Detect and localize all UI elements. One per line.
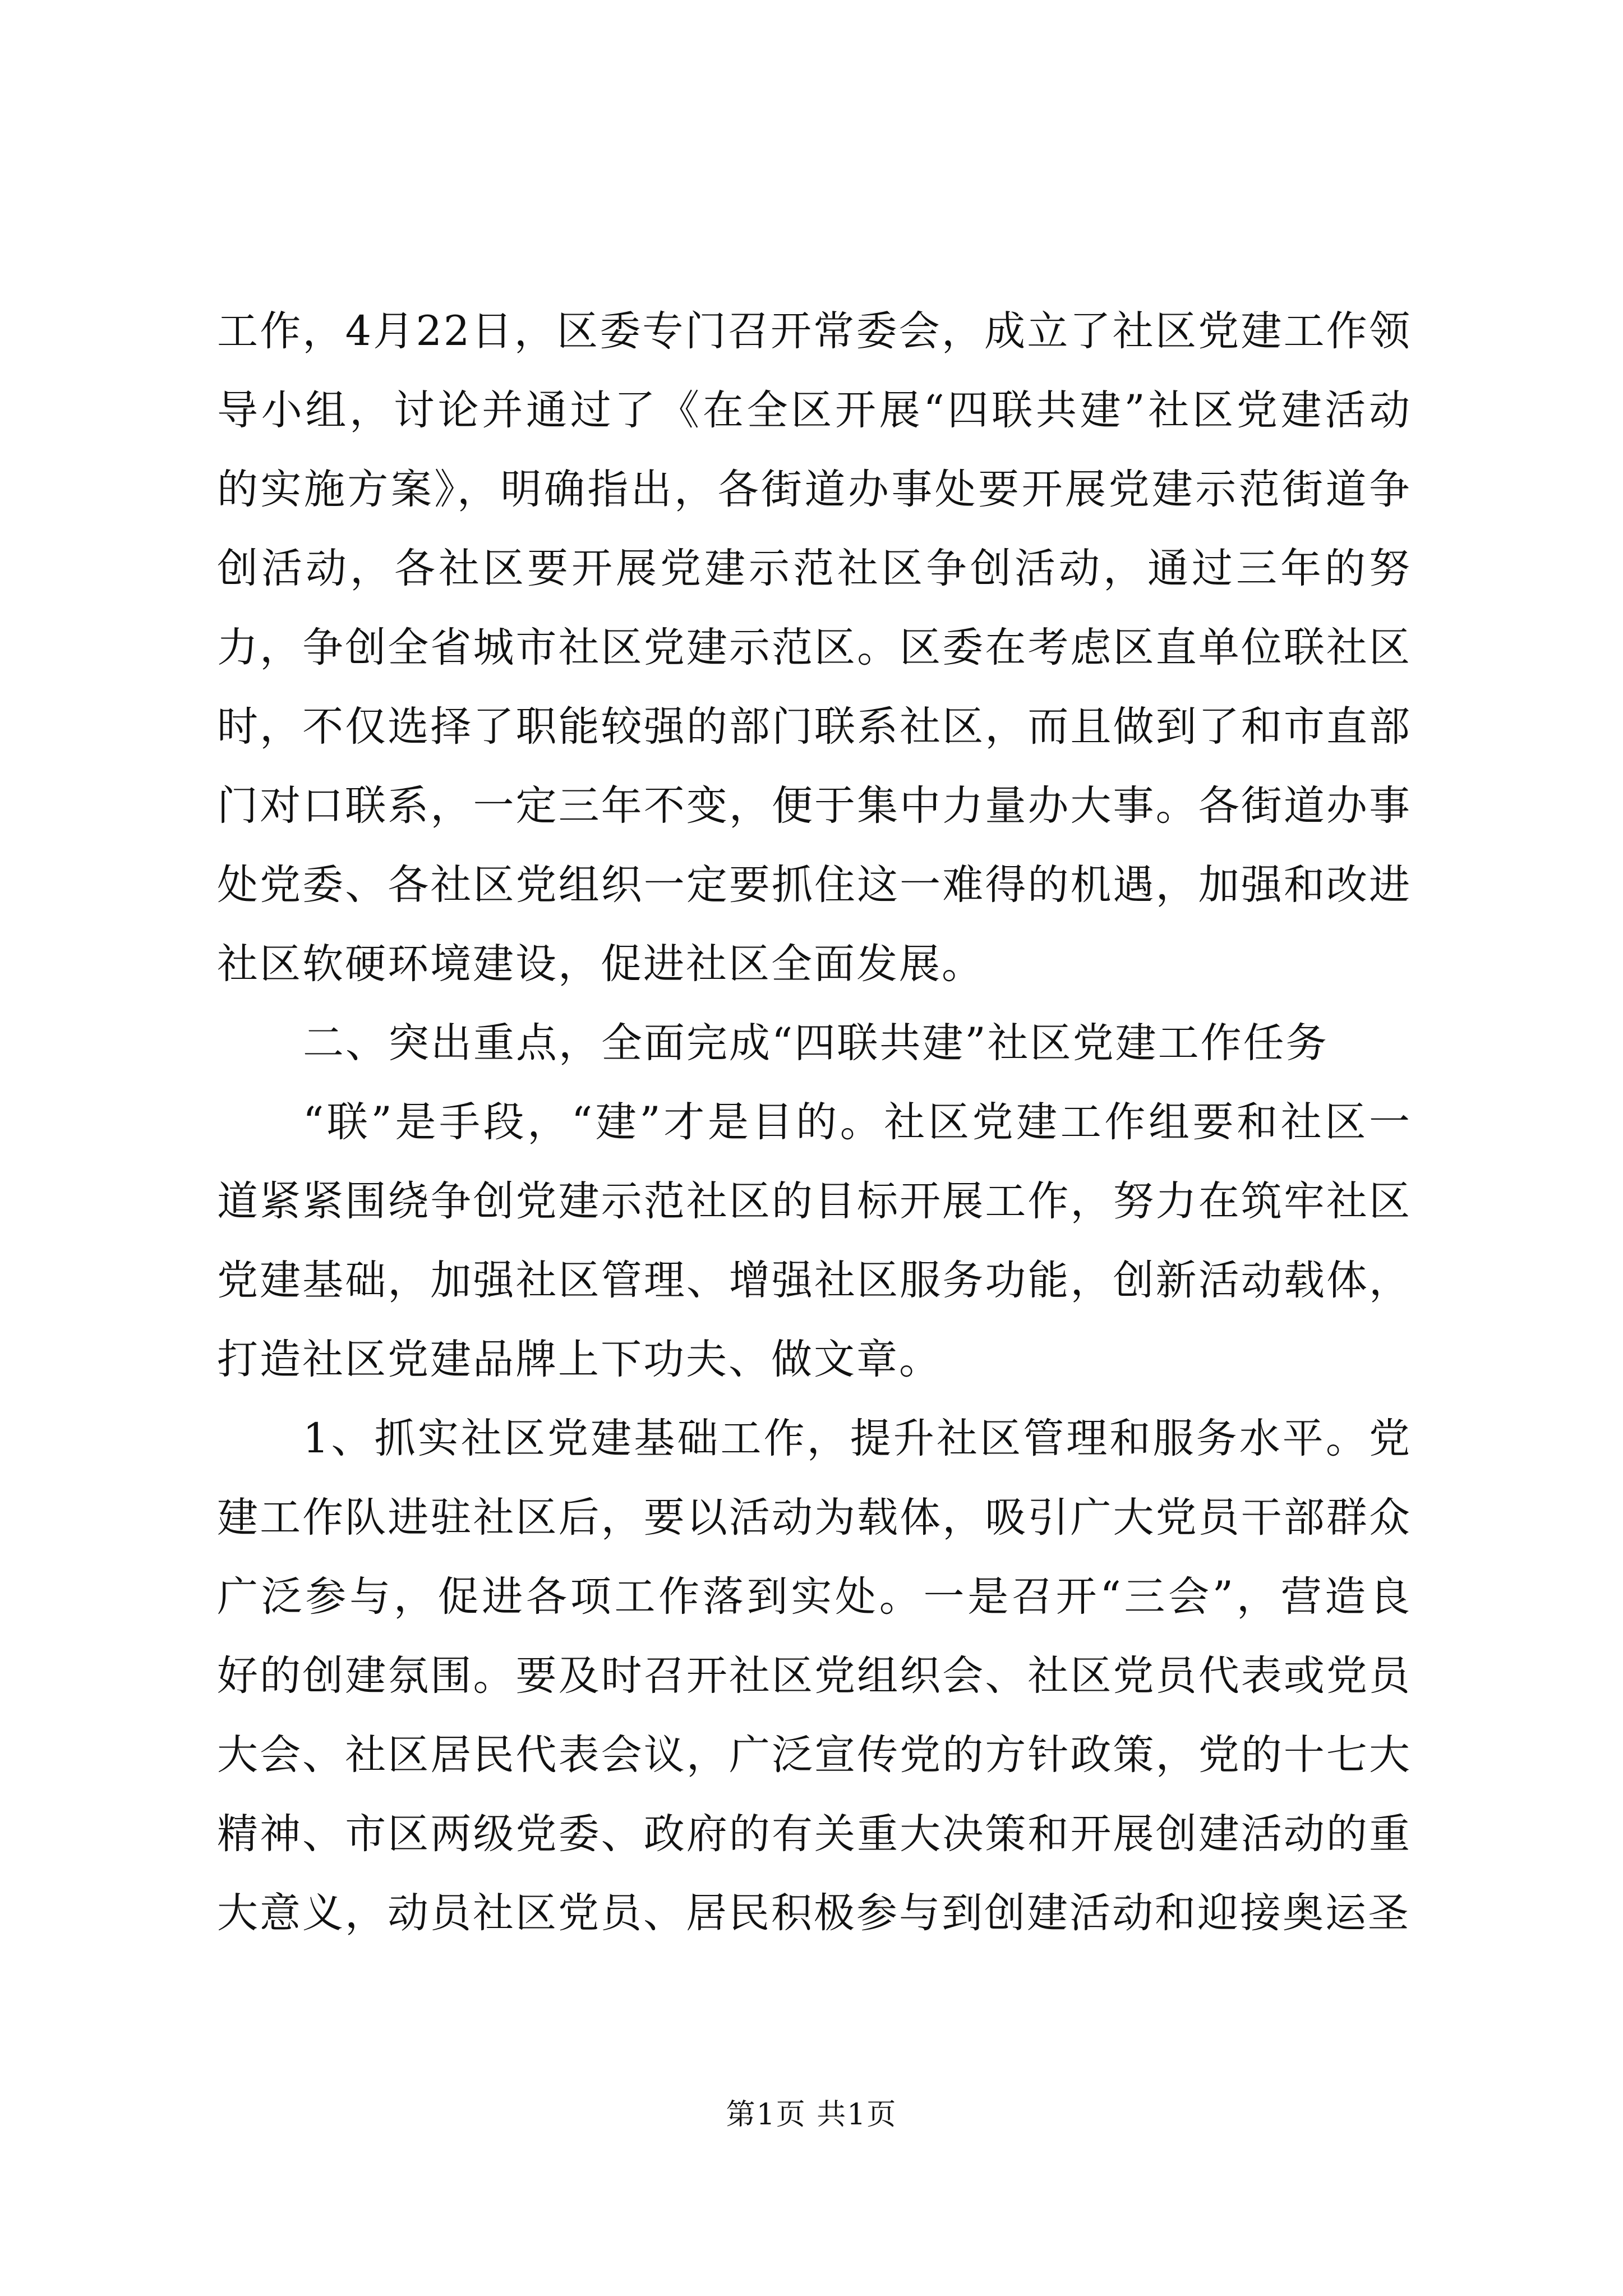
paragraph-intro: “联”是手段，“建”才是目的。社区党建工作组要和社区一道紧紧围绕争创党建示范社区的目标开展工作，努力在筑牢社区党建基础，加强社区管理、增强社区服务功能，创新活动载体，打造社区党建品牌上下功夫、做文章。 [217,1098,1412,1383]
section-heading: 二、突出重点，全面完成“四联共建”社区党建工作任务 [303,1019,1329,1067]
document-body [217,292,1412,1953]
page-footer: 第1页 共1页 [726,2098,897,2132]
paragraph-continuation: 工作，4月22日，区委专门召开常委会，成立了社区党建工作领导小组，讨论并通过了《在全区开展“四联共建”社区党建活动的实施方案》，明确指出，各街道办事处要开展党建示范街道争创活动，各社区要开展党建示范社区争创活动，通过三年的努力，争创全省城市社区党建示范区。区委在考虑区直单位联社区时，不仅选择了职能较强的部门联系社区，而且做到了和市直部门对口联系，一定三年不变，便于集中力量办大事。各街道办事处党委、各社区党组织一定要抓住这一难得的机遇，加强和改进社区软硬环境建设，促进社区全面发展。 [217,307,1412,988]
paragraph-item-1: 1、抓实社区党建基础工作，提升社区管理和服务水平。党建工作队进驻社区后，要以活动为载体，吸引广大党员干部群众广泛参与，促进各项工作落到实处。一是召开“三会”，营造良好的创建氛围。要及时召开社区党组织会、社区党员代表或党员大会、社区居民代表会议，广泛宣传党的方针政策，党的十七大精神、市区两级党委、政府的有关重大决策和开展创建活动的重大意义，动员社区党员、居民积极参与到创建活动和迎接奥运圣 [217,1415,1412,1937]
